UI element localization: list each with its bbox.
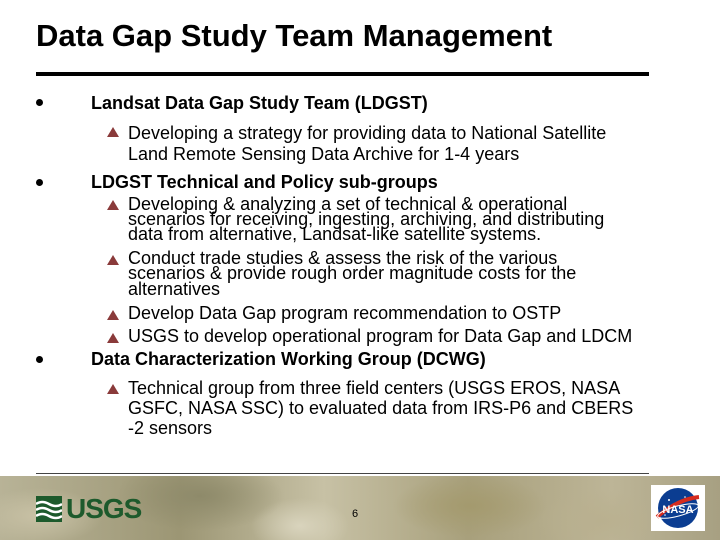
bullet-icon bbox=[36, 356, 43, 363]
nasa-logo-text: NASA bbox=[662, 504, 694, 516]
page-number: 6 bbox=[352, 508, 359, 520]
sub-bullet-icon bbox=[107, 200, 119, 210]
bullet-subgroups: LDGST Technical and Policy sub-groups bbox=[91, 172, 438, 192]
sub-bullet-text: Technical group from three field centers (USGS EROS, NASA bbox=[128, 378, 621, 398]
sub-bullet-text: Land Remote Sensing Data Archive for 1-4 years bbox=[128, 144, 520, 164]
sub-bullet-icon bbox=[107, 255, 119, 265]
usgs-logo-text: USGS bbox=[66, 493, 142, 524]
sub-bullet-text: Developing a strategy for providing data to National Satellite bbox=[128, 123, 607, 143]
sub-bullet-text: scenarios & provide rough order magnitude costs for the bbox=[128, 263, 577, 283]
sub-bullet-text: USGS to develop operational program for Data Gap and LDCM bbox=[128, 326, 633, 346]
bullet-ldgst: Landsat Data Gap Study Team (LDGST) bbox=[91, 93, 428, 113]
bullet-icon bbox=[36, 179, 43, 186]
sub-bullet-text: Develop Data Gap program recommendation to OSTP bbox=[128, 303, 562, 323]
sub-bullet-icon bbox=[107, 310, 119, 320]
usgs-wave-icon bbox=[36, 496, 62, 522]
sub-bullet-text: data from alternative, Landsat-like satellite systems. bbox=[128, 224, 542, 244]
sub-bullet-icon bbox=[107, 127, 119, 137]
sub-bullet-text: scenarios for receiving, ingesting, archiving, and distributing bbox=[128, 209, 605, 229]
footer-banner bbox=[0, 476, 720, 540]
footer-divider bbox=[36, 473, 649, 474]
sub-bullet-text: GSFC, NASA SSC) to evaluated data from IRS-P6 and CBERS bbox=[128, 398, 634, 418]
sub-bullet-text: alternatives bbox=[128, 279, 221, 299]
sub-bullet-icon bbox=[107, 333, 119, 343]
bullet-dcwg: Data Characterization Working Group (DCWG) bbox=[91, 349, 486, 369]
bullet-icon bbox=[36, 99, 43, 106]
nasa-logo bbox=[651, 485, 705, 531]
usgs-logo bbox=[36, 494, 141, 524]
sub-bullet-text: Developing & analyzing a set of technical & operational bbox=[128, 194, 568, 214]
sub-bullet-text: -2 sensors bbox=[128, 418, 213, 438]
sub-bullet-icon bbox=[107, 384, 119, 394]
sub-bullet-text: Conduct trade studies & assess the risk of the various bbox=[128, 248, 558, 268]
slide-title: Data Gap Study Team Management bbox=[36, 18, 553, 53]
